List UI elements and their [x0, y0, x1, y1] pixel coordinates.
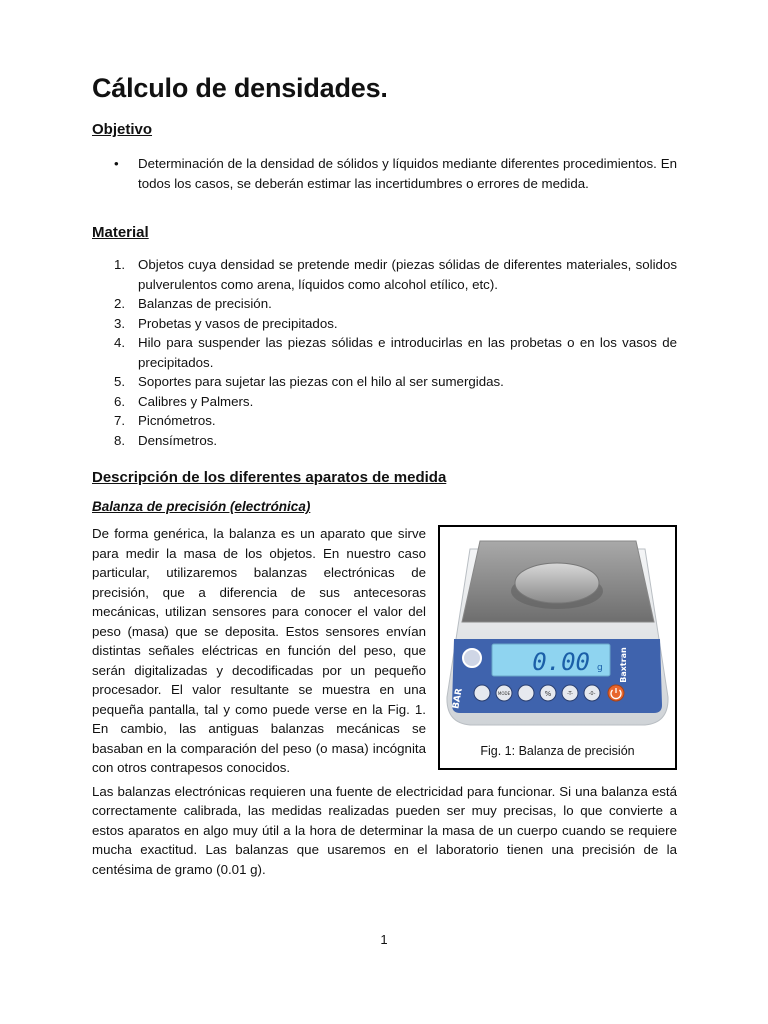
description-heading: Descripción de los diferentes aparatos de medida [92, 469, 447, 486]
pieces-button-icon [518, 685, 534, 701]
model-label: BAR [451, 687, 465, 710]
balance-paragraph-2: Las balanzas electrónicas requieren una fuente de electricidad para funcionar. Si una balanza está correctamente calibrada, las medidas realizadas pueden ser muy precisas, lo que convierte a estos aparatos en algo muy útil a la hora de determinar la masa de un cuerpo cuando se requiere mucha exactitud. Las balanzas que usaremos en el laboratorio tienen una precisión de la centésima de gramo (0.01 g). [92, 783, 677, 877]
list-item: 6. Calibres y Palmers. [114, 393, 254, 409]
figure-caption: Fig. 1: Balanza de precisión [480, 744, 635, 758]
objective-bullet: • Determinación de la densidad de sólidos y líquidos mediante diferentes procedimientos. En todos los casos, se deberán estimar las incertidumbres o errores de medida. [114, 154, 677, 193]
document-page [92, 70, 677, 883]
svg-text:MODE: MODE [497, 691, 511, 696]
level-bubble-icon [463, 649, 481, 667]
svg-text:%: % [544, 690, 552, 698]
figure-1 [438, 525, 677, 770]
list-item: 5. Soportes para sujetar las piezas con el hilo al ser sumergidas. [114, 374, 504, 389]
list-item: 2. Balanzas de precisión. [114, 296, 272, 311]
list-item: 8. Densímetros. [114, 432, 218, 448]
camera-button-icon [474, 685, 490, 701]
balance-paragraph-1: De forma genérica, la balanza es un aparato que sirve para medir la masa de los objetos. En nuestro caso particular, utilizaremos balanzas electrónicas de precisión, que a diferencia de sus antecesoras mecánicas, utilizan sensores para conocer el valor del peso (masa) que se deposita. Estos sensores envían distintas señales eléctricas en función del peso, que serán digitalizadas y decodificadas por un pequeño procesador. El valor resultante se muestra en una pequeña pantalla, tal y como puede verse en la Fig. 1. En cambio, las antiguas balanzas mecánicas se basaban en la comparación del peso (o masa) incógnita con otros contrapesos conocidos. [92, 526, 426, 775]
lcd-value: 0.00 [532, 648, 590, 676]
list-item: 7. Picnómetros. [114, 413, 216, 428]
lcd-unit: g [597, 663, 603, 673]
objective-heading: Objetivo [92, 121, 153, 138]
list-item: 3. Probetas y vasos de precipitados. [114, 315, 338, 331]
balance-subheading: Balanza de precisión (electrónica) [92, 499, 311, 514]
page-number: 1 [380, 932, 388, 947]
precision-balance-image [440, 527, 675, 737]
brand-label: Baxtran [619, 647, 628, 683]
svg-text:-T-: -T- [567, 691, 573, 697]
weighing-dish [515, 563, 599, 603]
list-item: 1. Objetos cuya densidad se pretende medir (piezas sólidas de diferentes materiales, solidos pulverulentos como arena, líquidos como alcohol etílico, etc). [114, 257, 677, 292]
document-title: Cálculo de densidades. [92, 73, 388, 103]
objective-list [114, 154, 677, 193]
material-list [114, 255, 677, 450]
svg-text:-0-: -0- [588, 691, 596, 697]
material-heading: Material [92, 224, 149, 241]
list-item: 4. Hilo para suspender las piezas sólidas e introducirlas en las probetas o en los vasos de precipitados. [114, 335, 677, 370]
